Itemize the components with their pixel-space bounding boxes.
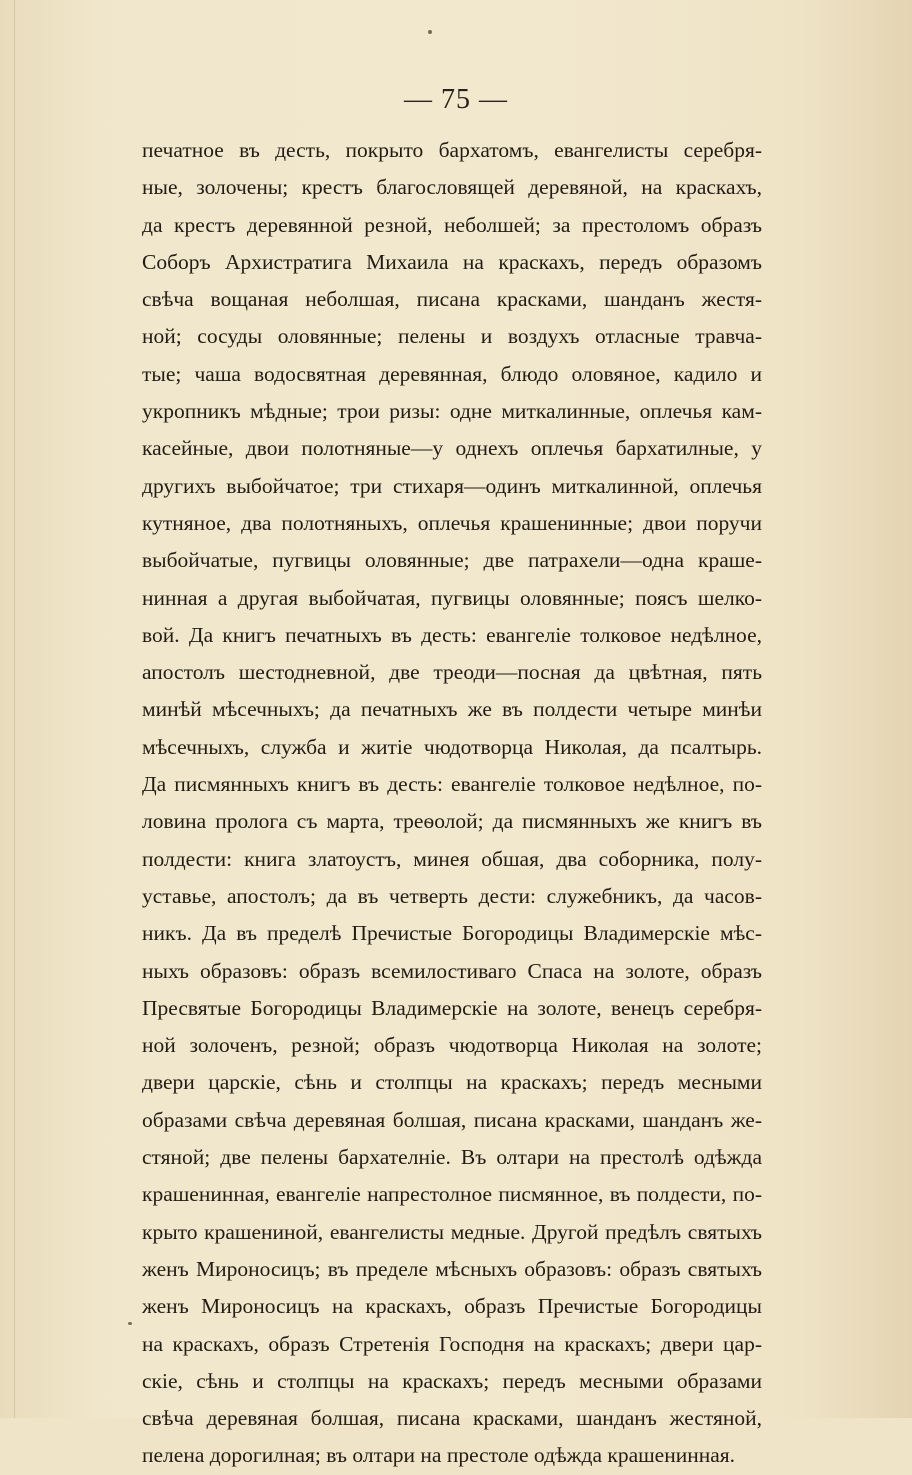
text-line: печатное въ десть, покрыто бархатомъ, евангелисты серебря- [142,138,762,162]
text-line: Соборъ Архистратига Михаила на краскахъ, передъ образомъ [142,249,762,274]
text-line: ныхъ образовъ: образъ всемилостиваго Спаса на золоте, образъ [142,958,762,983]
text-line: свѣча вощаная неболшая, писана красками, шанданъ жестя- [142,287,762,312]
text-line: полдести: книга златоустъ, минея обшая, два соборника, полу- [142,846,762,871]
text-line: тые; чаша водосвятная деревянная, блюдо оловяное, кадило и [142,361,762,386]
ink-speck [428,30,432,34]
text-line: стяной; две пелены бархателніе. Въ олтари на престолѣ одѣжда [142,1145,762,1170]
text-line: на краскахъ, образъ Стретенія Господня на краскахъ; двери цар- [142,1331,762,1356]
text-line: касейные, двои полотняные—у однехъ оплечья бархатилные, у [142,436,762,461]
text-line: никъ. Да въ пределѣ Пречистые Богородицы Владимерскіе мѣс- [142,921,762,946]
page-number: — 75 — [404,84,508,115]
text-line: двери царскіе, сѣнь и столпцы на краскахъ; передъ месными [142,1070,762,1095]
ink-speck [128,1322,132,1325]
text-line: да крестъ деревянной резной, неболшей; за престоломъ образъ [142,212,762,237]
text-line: мѣсечныхъ, служба и житіе чюдотворца Николая, да псалтырь. [142,734,762,759]
text-line: женъ Мироносицъ; въ пределе мѣсныхъ образовъ: образъ святыхъ [142,1256,762,1281]
page-edge-line [14,0,15,1418]
text-line: пелена дорогилная; въ олтари на престоле одѣжда крашенинная. [142,1443,736,1468]
text-line: апостолъ шестодневной, две треоди—посная да цвѣтная, пять [142,660,762,685]
text-line: уставье, апостолъ; да въ четверть дести: служебникъ, да часов- [142,883,762,908]
text-line: ные, золочены; крестъ благословящей деревяной, на краскахъ, [142,175,762,200]
text-line: свѣча деревяная болшая, писана красками, шанданъ жестяной, [142,1406,762,1431]
text-line: другихъ выбойчатое; три стихаря—одинъ миткалинной, оплечья [142,473,762,498]
text-line: выбойчатые, пугвицы оловянные; две патрахели—одна краше- [142,548,762,573]
text-line: ной; сосуды оловянные; пелены и воздухъ отласные травча- [142,324,762,349]
text-line: кутняное, два полотняныхъ, оплечья крашенинные; двои поручи [142,510,762,535]
text-line: вой. Да книгъ печатныхъ въ десть: евангеліе толковое недѣлное, [142,622,762,647]
text-line: образами свѣча деревяная болшая, писана красками, шанданъ же- [142,1107,762,1132]
text-line: минѣй мѣсечныхъ; да печатныхъ же въ полдести четыре минѣи [142,697,762,722]
text-line: Да писмянныхъ книгъ въ десть: евангеліе толковое недѣлное, по- [142,772,762,797]
body-text [142,132,762,1475]
text-line: укропникъ мѣдные; трои ризы: одне миткалинные, оплечья кам- [142,399,762,424]
text-line: ной золоченъ, резной; образъ чюдотворца Николая на золоте; [142,1033,762,1058]
text-line: женъ Мироносицъ на краскахъ, образъ Пречистые Богородицы [142,1294,762,1319]
text-line: ловина пролога съ марта, треѳолой; да писмянныхъ же книгъ въ [142,809,762,834]
text-line: скіе, сѣнь и столпцы на краскахъ; передъ месными образами [142,1368,762,1393]
text-line: крыто крашениной, евангелисты медные. Другой предѣлъ святыхъ [142,1219,762,1244]
text-line: нинная а другая выбойчатая, пугвицы оловянные; поясъ шелко- [142,585,762,610]
text-line: крашенинная, евангеліе напрестолное писмянное, въ полдести, по- [142,1182,762,1207]
text-line: Пресвятые Богородицы Владимерскіе на золоте, венецъ серебря- [142,995,762,1020]
